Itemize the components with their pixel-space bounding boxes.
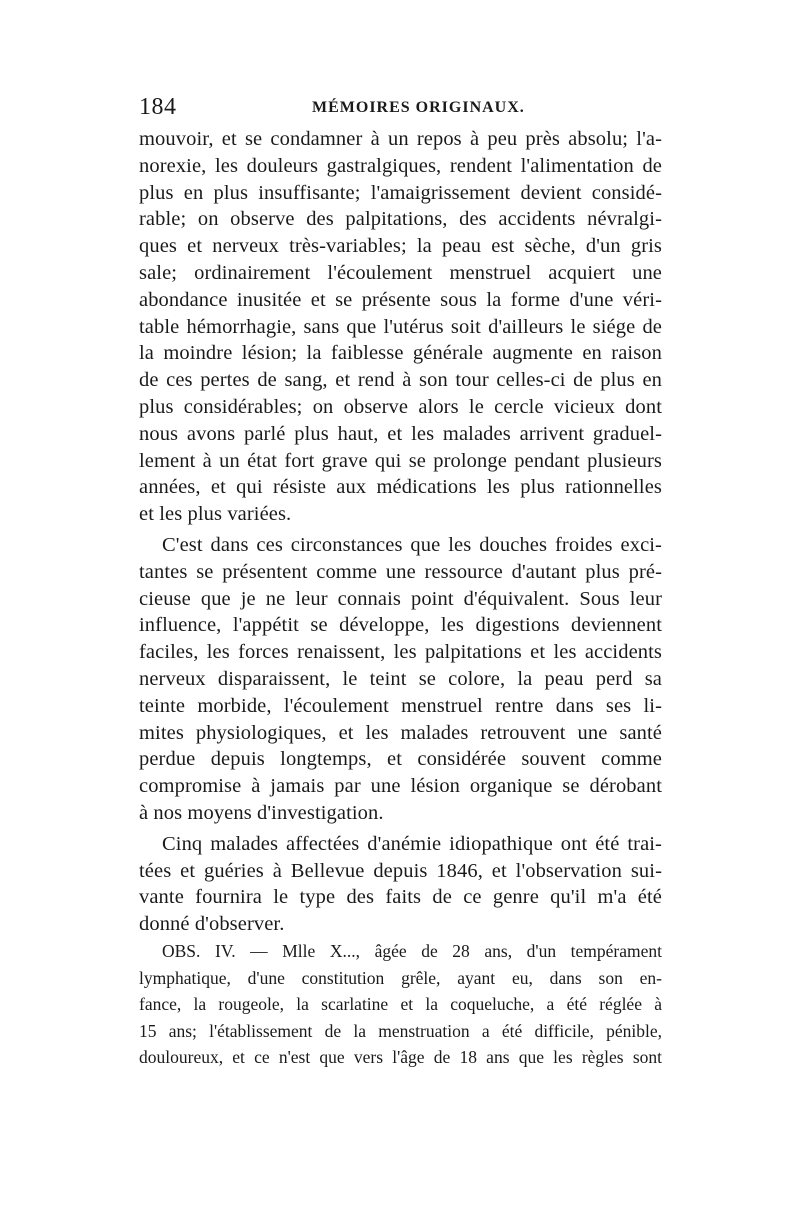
observation-block (139, 938, 662, 1071)
text-line: faciles, les forces renaissent, les palpitations et les accidents (139, 641, 662, 664)
text-line: de ces pertes de sang, et rend à son tour celles-ci de plus en (139, 369, 662, 392)
paragraph-3 (139, 831, 662, 938)
text-line: table hémorrhagie, sans que l'utérus soit d'ailleurs le siége de (139, 315, 662, 338)
observation-line: OBS. IV. — Mlle X..., âgée de 28 ans, d'un tempérament (162, 941, 662, 961)
text-line: perdue depuis longtemps, et considérée souvent comme (139, 748, 662, 771)
text-line: ques et nerveux très-variables; la peau est sèche, d'un gris (139, 235, 662, 258)
running-title: MÉMOIRES ORIGINAUX. (312, 99, 525, 116)
text-line: cieuse que je ne leur connais point d'équivalent. Sous leur (139, 587, 662, 610)
paragraph-1 (139, 126, 662, 528)
text-line: mites physiologiques, et les malades retrouvent une santé (139, 721, 662, 744)
text-line: plus considérables; on observe alors le cercle vicieux dont (139, 395, 662, 418)
text-line: tantes se présentent comme une ressource d'autant plus pré- (139, 560, 662, 583)
text-line: teinte morbide, l'écoulement menstruel rentre dans ses li- (139, 694, 662, 717)
page-number: 184 (139, 94, 177, 120)
text-line: vante fournira le type des faits de ce genre qu'il m'a été (139, 886, 662, 909)
text-line: plus en plus insuffisante; l'amaigrissement devient considé- (139, 181, 662, 204)
text-line: années, et qui résiste aux médications les plus rationnelles (139, 476, 662, 499)
text-line: nous avons parlé plus haut, et les malades arrivent graduel- (139, 422, 662, 445)
text-line: nerveux disparaissent, le teint se colore, la peau perd sa (139, 667, 662, 690)
observation-line: fance, la rougeole, la scarlatine et la coqueluche, a été réglée à (139, 994, 662, 1014)
text-line: abondance inusitée et se présente sous la forme d'une véri- (139, 288, 662, 311)
text-line: à nos moyens d'investigation. (139, 801, 384, 824)
observation-line: 15 ans; l'établissement de la menstruation a été difficile, pénible, (139, 1020, 662, 1041)
text-line: norexie, les douleurs gastralgiques, rendent l'alimentation de (139, 154, 662, 177)
text-line: mouvoir, et se condamner à un repos à peu près absolu; l'a- (139, 128, 662, 150)
text-line: C'est dans ces circonstances que les douches froides exci- (162, 533, 662, 556)
text-line: donné d'observer. (139, 913, 285, 936)
text-line: la moindre lésion; la faiblesse générale augmente en raison (139, 342, 662, 365)
paragraph-2 (139, 532, 662, 827)
text-line: et les plus variées. (139, 503, 292, 526)
body-text (139, 126, 662, 938)
text-line: compromise à jamais par une lésion organique se dérobant (139, 775, 662, 798)
text-line: sale; ordinairement l'écoulement menstruel acquiert une (139, 261, 662, 284)
text-line: rable; on observe des palpitations, des accidents névralgi- (139, 208, 662, 231)
text-line: lement à un état fort grave qui se prolonge pendant plusieurs (139, 449, 662, 472)
text-line: tées et guéries à Bellevue depuis 1846, et l'observation sui- (139, 859, 662, 882)
running-head (139, 92, 659, 122)
observation-line: douloureux, et ce n'est que vers l'âge de 18 ans que les règles sont (139, 1047, 662, 1067)
text-line: Cinq malades affectées d'anémie idiopathique ont été trai- (162, 832, 662, 855)
text-line: influence, l'appétit se développe, les digestions deviennent (139, 614, 662, 637)
observation-line: lymphatique, d'une constitution grêle, ayant eu, dans son en- (139, 967, 662, 988)
